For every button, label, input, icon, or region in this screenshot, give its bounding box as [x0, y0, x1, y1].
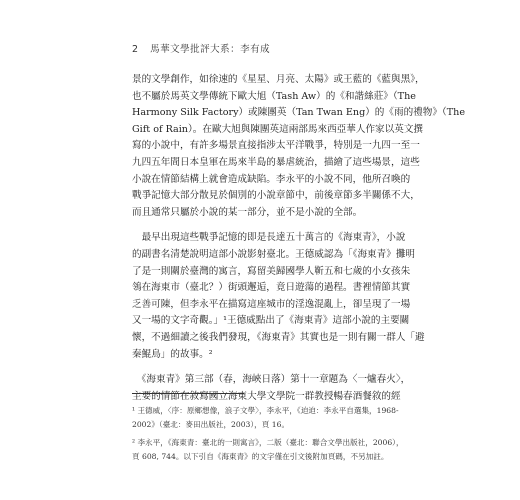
text-line: 又一場的文字奇觀。」¹王德威點出了《海東青》這部小說的主要關	[132, 315, 410, 327]
footnote	[132, 404, 399, 432]
footnote	[132, 436, 404, 464]
footnote-divider	[132, 393, 244, 394]
text-line: 了是一則關於臺灣的寓言，寫留美歸國學人靳五和七歲的小女孩朱	[132, 265, 411, 277]
text-line: Gift of Rain）。在歐大旭與陳團英這兩部馬來西亞華人作家以英文撰	[132, 123, 424, 135]
footnote-line: ¹ 王德威，〈序：原鄉想像，浪子文學〉，李永平，《迫迫：李永平自選集，1968-	[132, 406, 399, 415]
running-header	[132, 41, 270, 55]
text-line: 的副書名清楚說明這部小說影射臺北。王德威認為「《海東青》攤明	[132, 248, 416, 260]
footnote-line: 2002》（臺北：麥田出版社，2003），頁 16。	[132, 420, 290, 429]
footnote-line: 頁 608, 744。以下引自《海東青》的文字僅在引文後附加頁碼，不另加註。	[132, 452, 389, 461]
text-line: 寫的小說中，有許多場景直接指涉太平洋戰爭，特別是一九四一至一	[132, 140, 420, 152]
text-line: 最早出現這些戰爭記憶的即是長達五十萬言的《海東青》，小說	[132, 232, 406, 244]
text-line: 而且通常只屬於小說的某一部分，並不是小說的全部。	[132, 206, 363, 218]
running-title: 馬華文學批評大系：李有成	[150, 44, 271, 55]
footnotes	[132, 404, 404, 464]
main-text	[132, 72, 466, 405]
text-line: 懷，不過細讀之後我們發現，《海東青》其實也是一則有關一群人「避	[132, 331, 425, 343]
paragraph	[132, 72, 466, 221]
text-line: Harmony Silk Factory）或陳團英（Tan Twan Eng）的《雨的禮物》（The	[132, 107, 466, 119]
text-line: 也不屬於馬英文學傳統下歐大旭（Tash Aw）的《和諧絲莊》（The	[132, 90, 416, 102]
text-line: 戰爭記憶大部分散見於個別的小說章節中，前後章節多半關係不大，	[132, 190, 420, 202]
paragraph	[132, 230, 425, 363]
text-line: 鴒在海東市（臺北？）街頭邂逅，竟日遊蕩的過程。書裡情節其實	[132, 282, 411, 294]
text-line: 秦鯤鳥」的故事。²	[132, 348, 213, 360]
text-line: 乏善可陳，但李永平在描寫這座城市的淫逸混亂上，卻呈現了一場	[132, 298, 411, 310]
text-line: 九四五年間日本皇軍在馬來半島的暴虐統治，描繪了這些場景，這些	[132, 156, 420, 168]
text-line: 主要的情節在敘寫國立海東大學文學院一群教授暢春酒餐敘的經	[132, 390, 401, 402]
text-line: 《海東青》第三部（春，海峽日落）第十一章題為〈一爐春火〉，	[132, 374, 411, 386]
footnote-line: ² 李永平，《海東青：臺北的一則寓言》，二版（臺北：聯合文學出版社，2006），	[132, 438, 404, 447]
paragraph	[132, 372, 411, 405]
text-line: 景的文學創作，如徐速的《星星、月亮、太陽》或王藍的《藍與黑》，	[132, 74, 425, 85]
page-number: 2	[132, 44, 139, 55]
text-line: 小說在情節結構上就會造成缺陷。李永平的小說不同，他所召喚的	[132, 173, 411, 185]
